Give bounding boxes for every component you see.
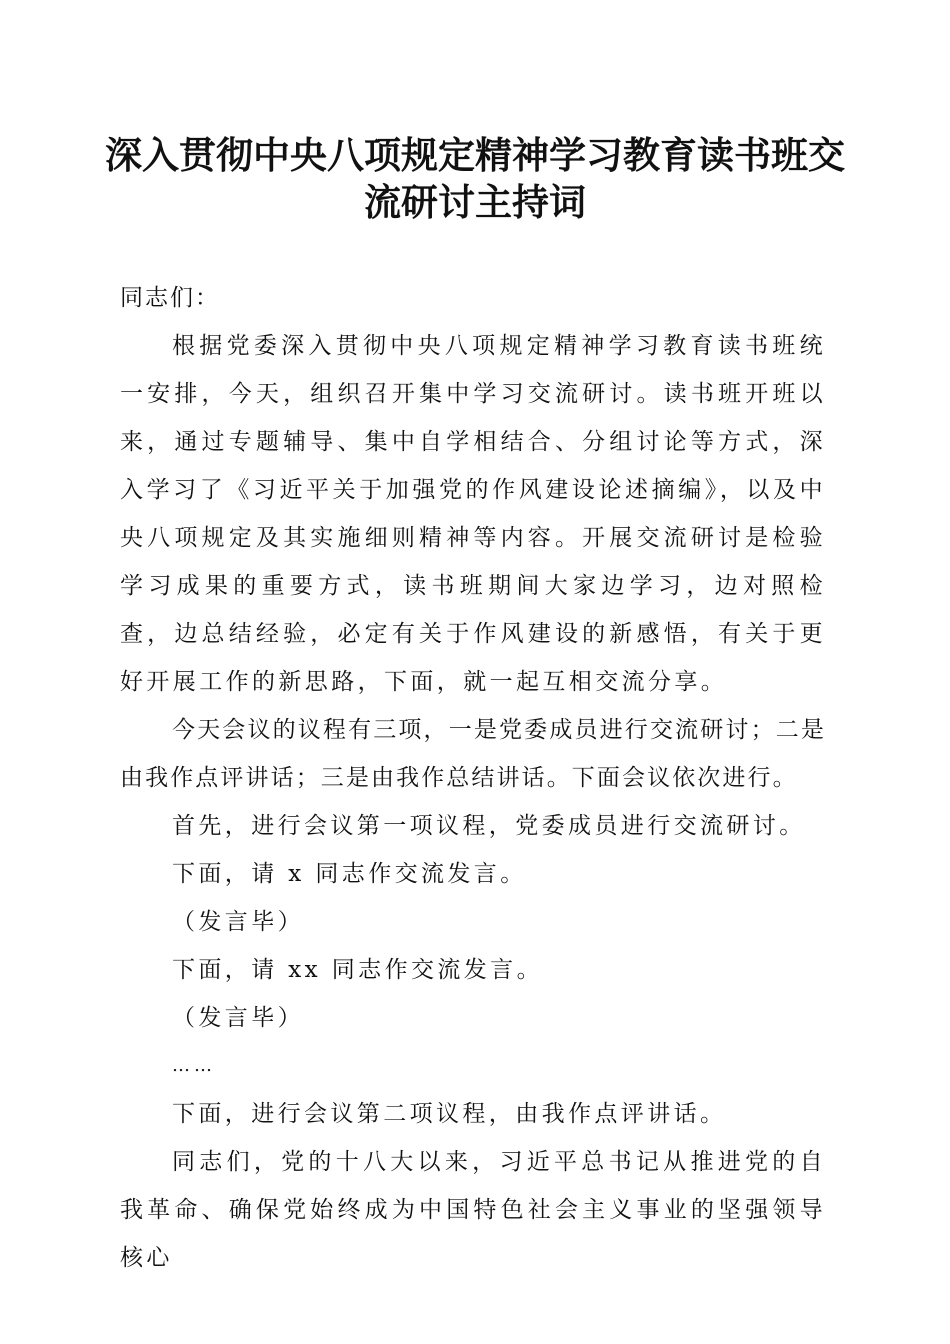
title-line-2: 流研讨主持词	[364, 180, 586, 224]
paragraph-speaker-xx: 下面，请 xx 同志作交流发言。	[172, 957, 543, 983]
title-line-1: 深入贯彻中央八项规定精神学习教育读书班交	[105, 133, 845, 177]
paragraph-speaker-x: 下面，请 x 同志作交流发言。	[172, 861, 527, 887]
paragraph-remarks: 同志们，党的十八大以来，习近平总书记从推进党的自我革命、确保党始终成为中国特色社会主义事业的坚强领导核心	[120, 1149, 826, 1271]
document-body	[120, 274, 826, 1282]
paragraph-ellipsis: ……	[172, 1055, 216, 1076]
paragraph-agenda: 今天会议的议程有三项，一是党委成员进行交流研讨；二是由我作点评讲话；三是由我作总结讲话。下面会议依次进行。	[120, 717, 826, 791]
salutation: 同志们：	[120, 285, 220, 311]
paragraph-speech-end-1: （发言毕）	[172, 909, 304, 935]
paragraph-intro: 根据党委深入贯彻中央八项规定精神学习教育读书班统一安排，今天，组织召开集中学习交流研讨。读书班开班以来，通过专题辅导、集中自学相结合、分组讨论等方式，深入学习了《习近平关于加强党的作风建设论述摘编》，以及中央八项规定及其实施细则精神等内容。开展交流研讨是检验学习成果的重要方式，读书班期间大家边学习，边对照检查，边总结经验，必定有关于作风建设的新感悟，有关于更好开展工作的新思路，下面，就一起互相交流分享。	[120, 333, 826, 695]
document-title	[100, 132, 850, 226]
paragraph-speech-end-2: （发言毕）	[172, 1005, 304, 1031]
paragraph-second-item: 下面，进行会议第二项议程，由我作点评讲话。	[172, 1101, 727, 1127]
paragraph-first-item: 首先，进行会议第一项议程，党委成员进行交流研讨。	[172, 813, 806, 839]
